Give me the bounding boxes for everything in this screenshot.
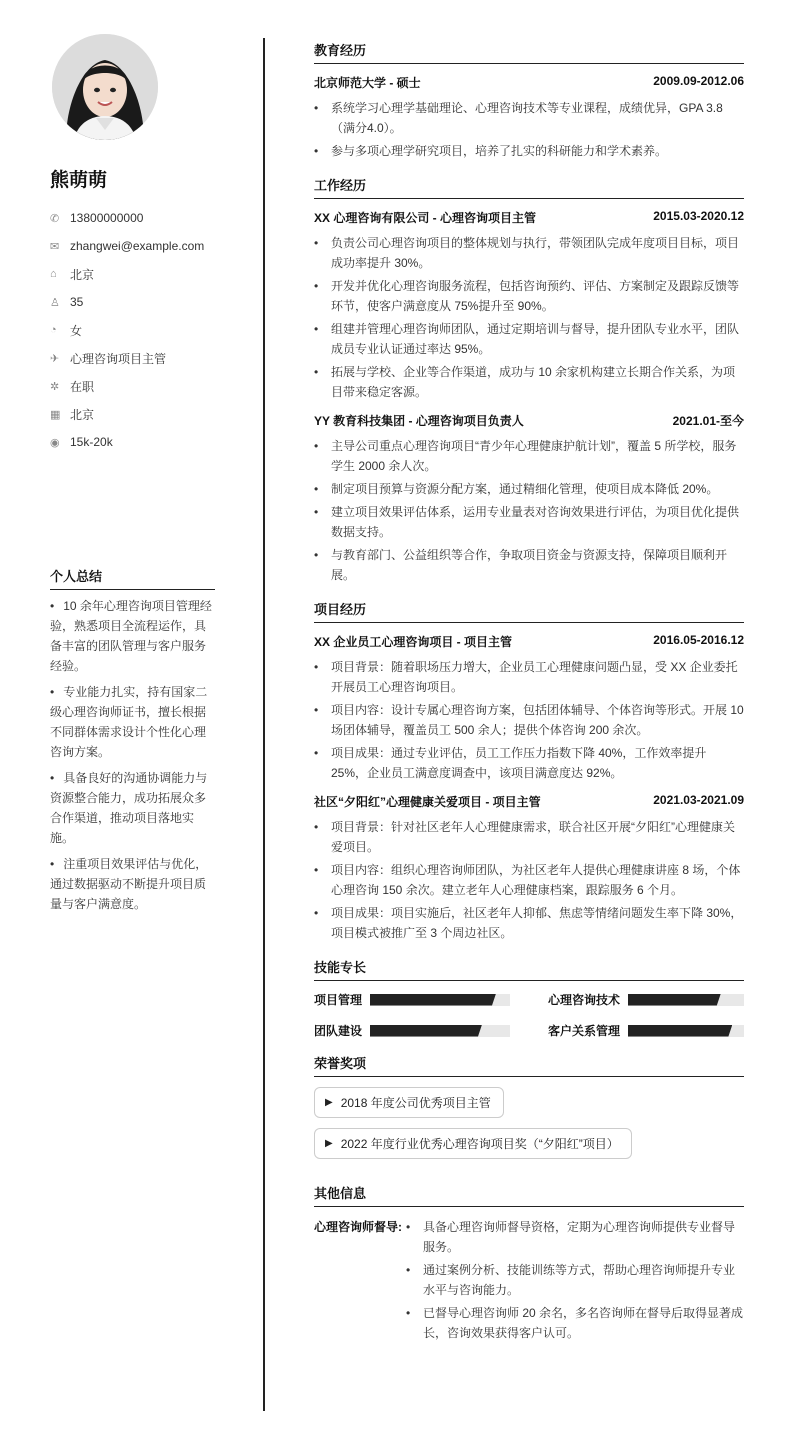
skill-item <box>548 1022 744 1039</box>
bullet-item: • 项目背景：随着职场压力增大，企业员工心理健康问题凸显，受 XX 企业委托开展员工心理咨询项目。 <box>314 657 744 697</box>
phone-icon: ✆ <box>50 212 60 225</box>
entry-bullets <box>314 436 744 585</box>
info-row <box>50 288 230 316</box>
skills-title: 技能专长 <box>314 957 744 981</box>
summary-item: • 专业能力扎实，持有国家二级心理咨询师证书，擅长根据不同群体需求设计个性化心理咨询方案。 <box>50 682 215 762</box>
info-text: 在职 <box>70 379 95 394</box>
profile-info-list <box>50 204 230 456</box>
award-text: 2022 年度行业优秀心理咨询项目奖（“夕阳红”项目） <box>340 1137 619 1151</box>
entry-title: XX 企业员工心理咨询项目 - 项目主管 <box>314 635 513 649</box>
info-text: 心理咨询项目主管 <box>70 351 167 366</box>
info-text: 13800000000 <box>70 211 144 225</box>
info-text: 北京 <box>70 267 95 282</box>
entry-bullets <box>314 817 744 943</box>
skill-bar-fill <box>628 1025 732 1037</box>
column-divider <box>263 38 265 1411</box>
info-text: 北京 <box>70 407 95 422</box>
bullet-item: • 项目内容：组织心理咨询师团队，为社区老年人提供心理健康讲座 8 场，个体心理咨询 150 余次。建立老年人心理健康档案，跟踪服务 6 个月。 <box>314 860 744 900</box>
bullet-item: • 与教育部门、公益组织等合作，争取项目资金与资源支持，保障项目顺利开展。 <box>314 545 744 585</box>
salary-icon: ◉ <box>50 436 60 449</box>
skill-bar-fill <box>370 994 496 1006</box>
skill-item <box>314 1022 510 1039</box>
home-icon: ⌂ <box>50 268 57 280</box>
other-title: 其他信息 <box>314 1183 744 1207</box>
skill-name: 团队建设 <box>314 1024 363 1038</box>
bullet-item: • 项目内容：设计专属心理咨询方案，包括团体辅导、个体咨询等形式。开展 10 场团体辅导，覆盖员工 500 余人；提供个体咨询 200 余次。 <box>314 700 744 740</box>
skill-bar-fill <box>370 1025 482 1037</box>
awards-section <box>314 1053 744 1169</box>
entry-title: 北京师范大学 - 硕士 <box>314 76 421 90</box>
age-icon: ♙ <box>50 296 60 309</box>
entry-header <box>314 633 744 651</box>
entry-date: 2021.03-2021.09 <box>653 793 744 807</box>
entry-header <box>314 74 744 92</box>
entry-header <box>314 209 744 227</box>
summary-item: • 具备良好的沟通协调能力与资源整合能力，成功拓展众多合作渠道，推动项目落地实施。 <box>50 768 215 848</box>
bullet-item: • 制定项目预算与资源分配方案，通过精细化管理，使项目成本降低 20%。 <box>314 479 744 499</box>
other-list <box>406 1217 744 1346</box>
entry-bullets <box>314 657 744 783</box>
info-text: zhangwei@example.com <box>70 239 205 253</box>
summary-item: • 注重项目效果评估与优化，通过数据驱动不断提升项目质量与客户满意度。 <box>50 854 215 914</box>
play-triangle-icon: ▶ <box>325 1097 333 1108</box>
bullet-item: • 组建并管理心理咨询师团队，通过定期培训与督导，提升团队专业水平，团队成员专业认证通过率达 95%。 <box>314 319 744 359</box>
skill-name: 心理咨询技术 <box>548 993 621 1007</box>
info-text: 15k-20k <box>70 435 113 449</box>
send-icon: ✈ <box>50 352 60 365</box>
other-item: • 通过案例分析、技能训练等方式，帮助心理咨询师提升专业水平与咨询能力。 <box>406 1260 744 1300</box>
skill-name: 客户关系管理 <box>548 1024 621 1038</box>
info-row <box>50 316 230 344</box>
other-item: • 具备心理咨询师督导资格，定期为心理咨询师提供专业督导服务。 <box>406 1217 744 1257</box>
skill-bar <box>370 1025 510 1037</box>
bullet-item: • 拓展与学校、企业等合作渠道，成功与 10 余家机构建立长期合作关系，为项目带来稳定客源。 <box>314 362 744 402</box>
entry-bullets <box>314 233 744 402</box>
awards-title: 荣誉奖项 <box>314 1053 744 1077</box>
projects-title: 项目经历 <box>314 599 744 623</box>
education-section <box>314 40 744 161</box>
skills-grid <box>314 991 744 1039</box>
summary-item: • 10 余年心理咨询项目管理经验，熟悉项目全流程运作，具备丰富的团队管理与客户服务经验。 <box>50 596 215 676</box>
entry-date: 2016.05-2016.12 <box>653 633 744 647</box>
skill-bar-fill <box>628 994 721 1006</box>
mail-icon: ✉ <box>50 240 60 253</box>
info-text: 女 <box>70 323 83 338</box>
bullet-item: • 开发并优化心理咨询服务流程，包括咨询预约、评估、方案制定及跟踪反馈等环节，使客户满意度从 75%提升至 90%。 <box>314 276 744 316</box>
info-row <box>50 204 230 232</box>
skill-item <box>314 991 510 1008</box>
awards-list <box>314 1087 744 1169</box>
profile-name: 熊萌萌 <box>50 170 108 191</box>
entry-header <box>314 793 744 811</box>
summary-section <box>50 566 215 914</box>
entry-title: XX 心理咨询有限公司 - 心理咨询项目主管 <box>314 211 537 225</box>
info-row <box>50 400 230 428</box>
skill-item <box>548 991 744 1008</box>
skill-name: 项目管理 <box>314 993 363 1007</box>
gender-icon: ◔ <box>50 324 57 336</box>
work-title: 工作经历 <box>314 175 744 199</box>
education-title: 教育经历 <box>314 40 744 64</box>
summary-title: 个人总结 <box>50 566 215 590</box>
skill-bar <box>628 994 744 1006</box>
projects-section <box>314 599 744 943</box>
award-item <box>314 1087 504 1118</box>
skills-section <box>314 957 744 1039</box>
entry-title: YY 教育科技集团 - 心理咨询项目负责人 <box>314 414 524 428</box>
entry-title: 社区“夕阳红”心理健康关爱项目 - 项目主管 <box>314 795 541 809</box>
bullet-item: • 项目成果：通过专业评估，员工工作压力指数下降 40%，工作效率提升 25%，企业员工满意度调查中，该项目满意度达 92%。 <box>314 743 744 783</box>
play-triangle-icon: ▶ <box>325 1138 333 1149</box>
bullet-item: • 参与多项心理学研究项目，培养了扎实的科研能力和学术素养。 <box>314 141 744 161</box>
bullet-item: • 系统学习心理学基础理论、心理咨询技术等专业课程，成绩优异，GPA 3.8（满分4.0）。 <box>314 98 744 138</box>
award-item <box>314 1128 632 1159</box>
other-item: • 已督导心理咨询师 20 余名，多名咨询师在督导后取得显著成长，咨询效果获得客户认可。 <box>406 1303 744 1343</box>
bullet-item: • 建立项目效果评估体系，运用专业量表对咨询效果进行评估，为项目优化提供数据支持。 <box>314 502 744 542</box>
work-section <box>314 175 744 585</box>
skill-bar <box>370 994 510 1006</box>
bullet-item: • 项目成果：项目实施后，社区老年人抑郁、焦虑等情绪问题发生率下降 30%，项目模式被推广至 3 个周边社区。 <box>314 903 744 943</box>
summary-list <box>50 596 215 914</box>
entry-date: 2021.01-至今 <box>672 414 744 428</box>
bullet-item: • 项目背景：针对社区老年人心理健康需求，联合社区开展“夕阳红”心理健康关爱项目。 <box>314 817 744 857</box>
skill-bar <box>628 1025 744 1037</box>
other-label: 心理咨询师督导: <box>314 1220 402 1234</box>
info-row <box>50 372 230 400</box>
status-icon: ✲ <box>50 380 60 393</box>
info-row <box>50 232 230 260</box>
info-text: 35 <box>70 295 84 309</box>
other-section <box>314 1183 744 1356</box>
entry-date: 2009.09-2012.06 <box>653 74 744 88</box>
info-row <box>50 428 230 456</box>
bullet-item: • 负责公司心理咨询项目的整体规划与执行，带领团队完成年度项目目标，项目成功率提升 30%。 <box>314 233 744 273</box>
avatar <box>52 34 158 140</box>
award-text: 2018 年度公司优秀项目主管 <box>340 1096 491 1110</box>
building-icon: ▦ <box>50 408 61 421</box>
right-column <box>314 40 744 1370</box>
avatar-photo-icon <box>52 34 158 140</box>
bullet-item: • 主导公司重点心理咨询项目“青少年心理健康护航计划”，覆盖 5 所学校，服务学生 2000 余人次。 <box>314 436 744 476</box>
entry-date: 2015.03-2020.12 <box>653 209 744 223</box>
entry-bullets <box>314 98 744 161</box>
info-row <box>50 260 230 288</box>
entry-header <box>314 412 744 430</box>
info-row <box>50 344 230 372</box>
